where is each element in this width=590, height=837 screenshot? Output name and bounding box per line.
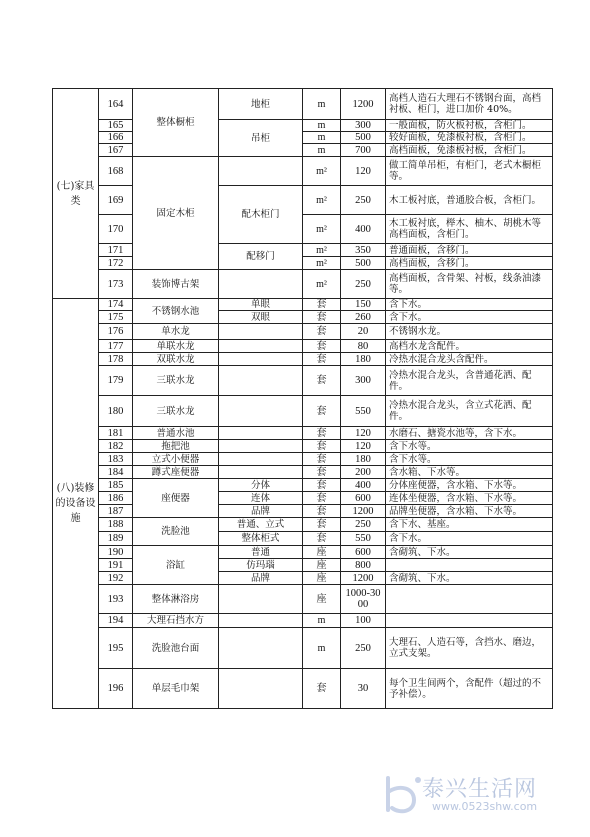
- note: 含下水等。: [386, 440, 553, 453]
- row-number: 188: [99, 518, 133, 532]
- unit: 座: [303, 546, 341, 559]
- price: 400: [341, 215, 386, 244]
- row-number: 176: [99, 324, 133, 340]
- table-row: [53, 546, 553, 559]
- row-number: 173: [99, 270, 133, 299]
- note: 大理石、人造石等，含挡水、磨边，立式支架。: [386, 628, 553, 669]
- sub-item: [219, 396, 303, 427]
- table-row: [53, 492, 553, 505]
- table-row: [53, 614, 553, 628]
- sub-item: 地柜: [219, 89, 303, 120]
- item-name: 三联水龙: [133, 366, 219, 396]
- table-row: [53, 532, 553, 546]
- category-cell: (七)家具类: [53, 89, 99, 299]
- row-number: 171: [99, 244, 133, 257]
- item-name: 固定木柜: [133, 157, 219, 270]
- unit: 套: [303, 440, 341, 453]
- note: [386, 585, 553, 614]
- watermark-text: 泰兴生活网: [422, 777, 538, 802]
- sub-item: [219, 440, 303, 453]
- price: 700: [341, 144, 386, 157]
- item-name: 单层毛巾架: [133, 669, 219, 709]
- item-name: 单水龙: [133, 324, 219, 340]
- item-name: 蹲式座便器: [133, 466, 219, 479]
- unit: 套: [303, 669, 341, 709]
- price: 200: [341, 466, 386, 479]
- row-number: 189: [99, 532, 133, 546]
- note: 一般面板，防火板衬板，含柜门。: [386, 120, 553, 132]
- sub-item: [219, 366, 303, 396]
- sub-item: 连体: [219, 492, 303, 505]
- unit: 套: [303, 340, 341, 353]
- price: 180: [341, 453, 386, 466]
- price: 120: [341, 427, 386, 440]
- row-number: 186: [99, 492, 133, 505]
- row-number: 183: [99, 453, 133, 466]
- unit: m²: [303, 244, 341, 257]
- table-row: [53, 427, 553, 440]
- price: 550: [341, 396, 386, 427]
- table-row: [53, 270, 553, 299]
- sub-item: 配木柜门: [219, 186, 303, 244]
- item-name: 整体橱柜: [133, 89, 219, 157]
- sub-item: [219, 466, 303, 479]
- row-number: 187: [99, 505, 133, 518]
- row-number: 194: [99, 614, 133, 628]
- row-number: 167: [99, 144, 133, 157]
- row-number: 172: [99, 257, 133, 270]
- sub-item: [219, 157, 303, 186]
- table-row: [53, 186, 553, 215]
- table-row: [53, 396, 553, 427]
- row-number: 169: [99, 186, 133, 215]
- price: 100: [341, 614, 386, 628]
- row-number: 179: [99, 366, 133, 396]
- unit: 套: [303, 396, 341, 427]
- item-name: 洗脸池台面: [133, 628, 219, 669]
- price: 600: [341, 546, 386, 559]
- sub-item: 配移门: [219, 244, 303, 270]
- unit: 座: [303, 585, 341, 614]
- price: 30: [341, 669, 386, 709]
- unit: m²: [303, 270, 341, 299]
- price: 250: [341, 270, 386, 299]
- price: 1000-3000: [341, 585, 386, 614]
- unit: 套: [303, 427, 341, 440]
- table-row: [53, 559, 553, 572]
- item-name: 三联水龙: [133, 396, 219, 427]
- price: 180: [341, 353, 386, 366]
- row-number: 192: [99, 572, 133, 585]
- table-row: [53, 157, 553, 186]
- table-row: [53, 628, 553, 669]
- table-row: [53, 353, 553, 366]
- note: 品牌坐便器，含水箱、下水等。: [386, 505, 553, 518]
- unit: m²: [303, 257, 341, 270]
- row-number: 174: [99, 299, 133, 311]
- unit: 套: [303, 532, 341, 546]
- row-number: 178: [99, 353, 133, 366]
- item-name: 立式小便器: [133, 453, 219, 466]
- note: 高档人造石大理石不锈钢台面，高档衬板、柜门，进口加价 40%。: [386, 89, 553, 120]
- row-number: 190: [99, 546, 133, 559]
- table-row: [53, 466, 553, 479]
- sub-item: [219, 427, 303, 440]
- table-row: [53, 299, 553, 311]
- note: 高档水龙含配件。: [386, 340, 553, 353]
- price: 20: [341, 324, 386, 340]
- unit: 座: [303, 572, 341, 585]
- table-row: [53, 257, 553, 270]
- unit: 座: [303, 559, 341, 572]
- sub-item: [219, 614, 303, 628]
- sub-item: [219, 628, 303, 669]
- item-name: 单联水龙: [133, 340, 219, 353]
- table-row: [53, 505, 553, 518]
- note: 含下水。: [386, 532, 553, 546]
- sub-item: [219, 669, 303, 709]
- row-number: 168: [99, 157, 133, 186]
- price: 250: [341, 518, 386, 532]
- sub-item: [219, 270, 303, 299]
- unit: m: [303, 144, 341, 157]
- note: 含下水。: [386, 311, 553, 324]
- item-name: 普通水池: [133, 427, 219, 440]
- table-row: [53, 479, 553, 492]
- unit: 套: [303, 518, 341, 532]
- note: [386, 559, 553, 572]
- note: 高档面板，含骨架、衬板，线条油漆等。: [386, 270, 553, 299]
- item-name: 整体淋浴房: [133, 585, 219, 614]
- item-name: 大理石挡水方: [133, 614, 219, 628]
- unit: 套: [303, 299, 341, 311]
- price: 300: [341, 120, 386, 132]
- row-number: 191: [99, 559, 133, 572]
- row-number: 175: [99, 311, 133, 324]
- unit: 套: [303, 479, 341, 492]
- price: 500: [341, 132, 386, 144]
- note: 含下水。: [386, 299, 553, 311]
- price: 250: [341, 186, 386, 215]
- note: 不锈钢水龙。: [386, 324, 553, 340]
- table-row: [53, 518, 553, 532]
- note: 高档面板，免漆板衬板，含柜门。: [386, 144, 553, 157]
- sub-item: 吊柜: [219, 120, 303, 157]
- note: 普通面板，含移门。: [386, 244, 553, 257]
- row-number: 195: [99, 628, 133, 669]
- table-row: [53, 453, 553, 466]
- item-name: 座便器: [133, 479, 219, 518]
- table-row: [53, 215, 553, 244]
- sub-item: 双眼: [219, 311, 303, 324]
- price: 400: [341, 479, 386, 492]
- category-cell: (八)装修的设备设施: [53, 299, 99, 709]
- sub-item: 单眼: [219, 299, 303, 311]
- price: 350: [341, 244, 386, 257]
- row-number: 182: [99, 440, 133, 453]
- note: 每个卫生间两个，含配件（超过的不予补偿）。: [386, 669, 553, 709]
- note: 含水箱、下水等。: [386, 466, 553, 479]
- row-number: 193: [99, 585, 133, 614]
- item-name: 装饰博古架: [133, 270, 219, 299]
- unit: 套: [303, 324, 341, 340]
- note: 较好面板，免漆板衬板，含柜门。: [386, 132, 553, 144]
- price: 150: [341, 299, 386, 311]
- note: 水磨石、搪瓷水池等，含下水。: [386, 427, 553, 440]
- price: 1200: [341, 89, 386, 120]
- table-row: [53, 244, 553, 257]
- row-number: 166: [99, 132, 133, 144]
- price: 1200: [341, 572, 386, 585]
- row-number: 181: [99, 427, 133, 440]
- table-row: [53, 340, 553, 353]
- unit: m²: [303, 157, 341, 186]
- note: 冷热水混合龙头，含立式花洒、配件。: [386, 396, 553, 427]
- row-number: 170: [99, 215, 133, 244]
- item-name: 不锈钢水池: [133, 299, 219, 324]
- table-row: [53, 144, 553, 157]
- item-name: 洗脸池: [133, 518, 219, 546]
- table-row: [53, 572, 553, 585]
- row-number: 164: [99, 89, 133, 120]
- unit: m: [303, 614, 341, 628]
- unit: 套: [303, 453, 341, 466]
- sub-item: [219, 353, 303, 366]
- note: 含下水等。: [386, 453, 553, 466]
- table-row: [53, 585, 553, 614]
- note: 含砌筑、下水。: [386, 546, 553, 559]
- unit: m: [303, 132, 341, 144]
- unit: m: [303, 89, 341, 120]
- sub-item: [219, 324, 303, 340]
- note: 木工板衬底，普通胶合板，含柜门。: [386, 186, 553, 215]
- price: 800: [341, 559, 386, 572]
- row-number: 165: [99, 120, 133, 132]
- row-number: 185: [99, 479, 133, 492]
- price: 80: [341, 340, 386, 353]
- sub-item: [219, 453, 303, 466]
- table-row: [53, 132, 553, 144]
- unit: 套: [303, 505, 341, 518]
- row-number: 196: [99, 669, 133, 709]
- note: 分体座便器，含水箱、下水等。: [386, 479, 553, 492]
- unit: m: [303, 628, 341, 669]
- item-name: 拖把池: [133, 440, 219, 453]
- unit: m²: [303, 186, 341, 215]
- unit: 套: [303, 366, 341, 396]
- price-table: [52, 88, 553, 709]
- note: 含砌筑、下水。: [386, 572, 553, 585]
- watermark: [380, 770, 570, 820]
- table-row: [53, 440, 553, 453]
- table-row: [53, 120, 553, 132]
- unit: 套: [303, 492, 341, 505]
- row-number: 184: [99, 466, 133, 479]
- unit: m: [303, 120, 341, 132]
- sub-item: 仿玛瑙: [219, 559, 303, 572]
- item-name: 浴缸: [133, 546, 219, 585]
- row-number: 177: [99, 340, 133, 353]
- sub-item: 分体: [219, 479, 303, 492]
- note: 高档面板，含移门。: [386, 257, 553, 270]
- sub-item: 普通、立式: [219, 518, 303, 532]
- note: 冷热水混合龙头，含普通花洒、配件。: [386, 366, 553, 396]
- table-row: [53, 366, 553, 396]
- note: 冷热水混合龙头含配件。: [386, 353, 553, 366]
- table-row: [53, 311, 553, 324]
- table-row: [53, 324, 553, 340]
- price: 550: [341, 532, 386, 546]
- price: 120: [341, 440, 386, 453]
- note: 木工板衬底，榉木、柚木、胡桃木等高档面板，含柜门。: [386, 215, 553, 244]
- note: 含下水、基座。: [386, 518, 553, 532]
- unit: 套: [303, 353, 341, 366]
- sub-item: [219, 340, 303, 353]
- table-row: [53, 669, 553, 709]
- note: 做工简单吊柜，有柜门，老式木橱柜等。: [386, 157, 553, 186]
- price: 120: [341, 157, 386, 186]
- price: 1200: [341, 505, 386, 518]
- note: [386, 614, 553, 628]
- row-number: 180: [99, 396, 133, 427]
- item-name: 双联水龙: [133, 353, 219, 366]
- sub-item: 普通: [219, 546, 303, 559]
- watermark-url: www.0523shw.com: [432, 800, 538, 813]
- price: 260: [341, 311, 386, 324]
- unit: m²: [303, 215, 341, 244]
- unit: 套: [303, 311, 341, 324]
- sub-item: 整体柜式: [219, 532, 303, 546]
- sub-item: 品牌: [219, 572, 303, 585]
- price: 600: [341, 492, 386, 505]
- price: 250: [341, 628, 386, 669]
- table-row: [53, 89, 553, 120]
- price: 300: [341, 366, 386, 396]
- unit: 套: [303, 466, 341, 479]
- sub-item: [219, 585, 303, 614]
- sub-item: 品牌: [219, 505, 303, 518]
- price: 500: [341, 257, 386, 270]
- note: 连体坐便器，含水箱、下水等。: [386, 492, 553, 505]
